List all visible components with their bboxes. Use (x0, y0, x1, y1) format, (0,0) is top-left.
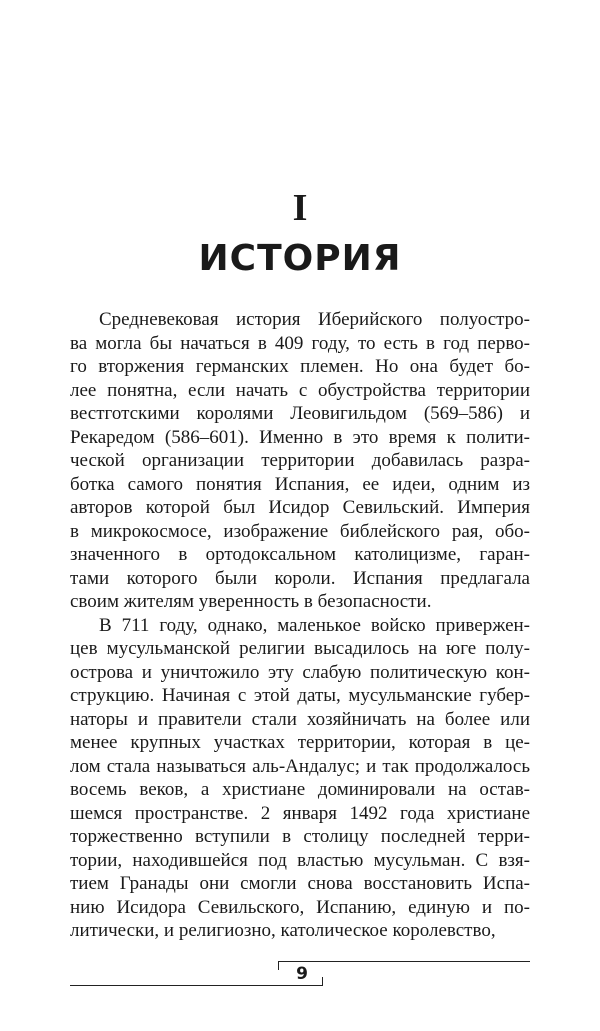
text-line: острова и уничтожило эту слабую политическую кон- (70, 661, 530, 683)
text-line: тием Гранады они смогли снова восстановить Испа- (70, 873, 530, 894)
text-line: струкцию. Начиная с этой даты, мусульманские губер- (70, 685, 530, 706)
text-line: го вторжения германских племен. Но она будет бо- (70, 356, 530, 377)
text-line: лее понятна, если начать с обустройства территории (70, 379, 530, 401)
text-line: тории, находившейся под властью мусульман. С взя- (70, 849, 530, 871)
page-number: 9 (296, 964, 308, 984)
footer-rule-top (278, 961, 530, 962)
text-line: своим жителям уверенность в безопасности. (70, 591, 432, 612)
chapter-number: I (292, 187, 308, 229)
text-line: ботка самого понятия Испания, ее идеи, одним из (70, 473, 530, 495)
footer-tick-left (278, 961, 279, 970)
text-line: наторы и правители стали хозяйничать на более или (70, 708, 530, 730)
text-line: значенного в ортодоксальном католицизме, гаран- (70, 544, 530, 565)
text-line: менее крупных участках территории, которая в це- (70, 732, 530, 753)
chapter-title: ИСТОРИЯ (198, 238, 402, 279)
text-line: нию Исидора Севильского, Испанию, единую и по- (70, 896, 530, 918)
text-line: восемь веков, а христиане доминировали на остав- (70, 779, 530, 800)
footer-rule-bottom (70, 985, 323, 986)
text-line: в микрокосмосе, изображение библейского рая, обо- (70, 520, 530, 542)
text-line: ва могла бы начаться в 409 году, то есть в год перво- (70, 332, 530, 354)
text-line: Рекаредом (586–601). Именно в это время к полити- (70, 426, 530, 448)
text-line: авторов которой был Исидор Севильский. Империя (70, 497, 530, 518)
text-line: ческой организации территории добавилась разра- (70, 450, 530, 471)
text-line: цев мусульманской религии высадилось на юге полу- (70, 638, 530, 659)
text-line: вестготскими королями Леовигильдом (569–586) и (70, 403, 530, 424)
text-line: тами которого были короли. Испания предлагала (70, 567, 530, 589)
text-line: Средневековая история Иберийского полуостро- (99, 309, 530, 330)
text-line: шемся пространстве. 2 января 1492 года христиане (70, 802, 530, 824)
body-text (70, 308, 530, 943)
text-line: В 711 году, однако, маленькое войско привержен- (99, 614, 530, 636)
text-line: лом стала называться аль-Андалус; и так продолжалось (70, 755, 530, 777)
text-line: литически, и религиозно, католическое королевство, (70, 920, 496, 941)
text-line: торжественно вступили в столицу последней терри- (70, 826, 530, 847)
